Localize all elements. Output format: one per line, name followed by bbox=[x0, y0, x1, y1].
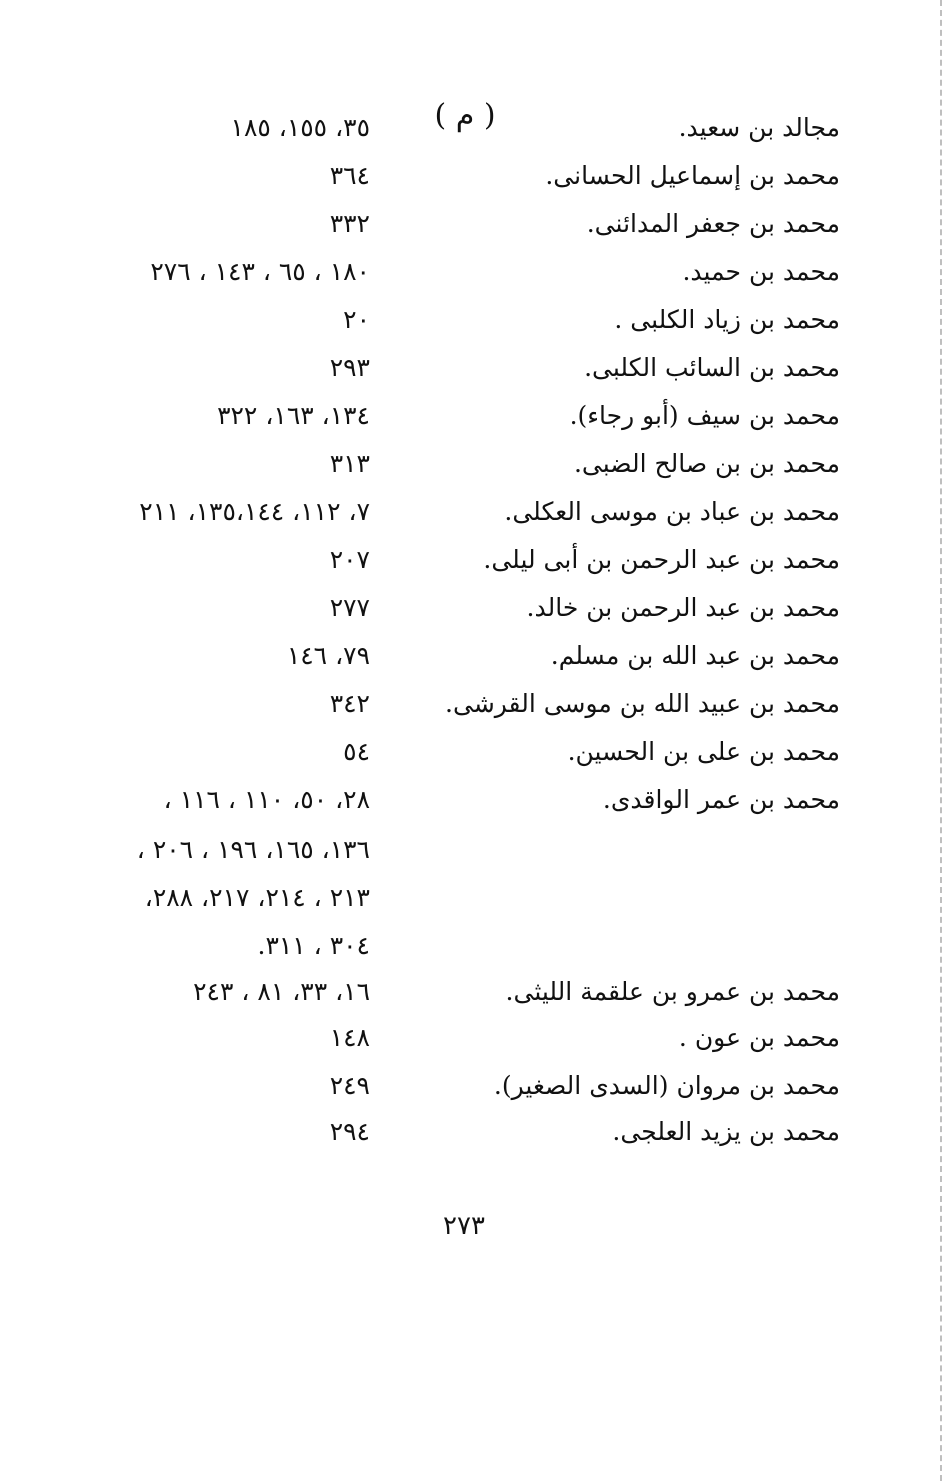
entry-page-refs: ١٣٦، ١٦٥، ١٩٦ ، ٢٠٦ ، bbox=[136, 835, 370, 864]
entry-page-refs: ٢٠ bbox=[343, 305, 370, 334]
entry-page-refs: ٢٨، ٥٠، ١١٠ ، ١١٦ ، bbox=[163, 785, 370, 814]
entry-page-refs: ٧٩، ١٤٦ bbox=[286, 641, 370, 670]
entry-name: محمد بن بن صالح الضبى. bbox=[573, 449, 840, 478]
entry-name: محمد بن عبيد الله بن موسى القرشى. bbox=[445, 689, 840, 718]
entry-page-refs: ٢٧٧ bbox=[329, 593, 370, 622]
entry-name: مجالد بن سعيد. bbox=[678, 113, 840, 142]
entry-page-refs: ٣١٣ bbox=[329, 449, 370, 478]
entry-page-refs: ٢١٣ ، ٢١٤، ٢١٧، ٢٨٨، bbox=[144, 883, 370, 912]
entry-name: محمد بن عمرو بن علقمة الليثى. bbox=[505, 977, 840, 1006]
entry-page-refs: ٥٤ bbox=[343, 737, 370, 766]
entry-page-refs: ٢٤٩ bbox=[329, 1071, 370, 1100]
entry-name: محمد بن يزيد العلجى. bbox=[612, 1117, 840, 1146]
section-letter-heading: ( م ) bbox=[434, 98, 496, 133]
entry-name: محمد بن سيف (أبو رجاء). bbox=[569, 401, 840, 430]
entry-name: محمد بن مروان (السدى الصغير). bbox=[493, 1071, 840, 1100]
entry-page-refs: ٧، ١١٢، ١٣٥،١٤٤، ٢١١ bbox=[139, 497, 370, 526]
entry-page-refs: ٢٩٤ bbox=[329, 1117, 370, 1146]
entry-page-refs: ٣٠٤ ، ٣١١. bbox=[257, 931, 370, 960]
entry-page-refs: ٣٤٢ bbox=[329, 689, 370, 718]
page-number: ٢٧٣ bbox=[443, 1211, 485, 1241]
entry-page-refs: ٣٦٤ bbox=[329, 161, 370, 190]
entry-name: محمد بن عمر الواقدى. bbox=[602, 785, 840, 814]
entry-page-refs: ٣٣٢ bbox=[329, 209, 370, 238]
entry-page-refs: ٢٠٧ bbox=[329, 545, 370, 574]
entry-name: محمد بن إسماعيل الحسانى. bbox=[545, 161, 840, 190]
entry-page-refs: ١٣٤، ١٦٣، ٣٢٢ bbox=[217, 401, 370, 430]
entry-name: محمد بن السائب الكلبى. bbox=[584, 353, 840, 382]
entry-name: محمد بن عون . bbox=[678, 1023, 840, 1052]
entry-name: محمد بن عبد الرحمن بن أبى ليلى. bbox=[483, 545, 840, 574]
scan-edge-border bbox=[940, 0, 942, 1481]
entry-name: محمد بن عباد بن موسى العكلى. bbox=[504, 497, 840, 526]
entry-page-refs: ٣٥، ١٥٥، ١٨٥ bbox=[230, 113, 370, 142]
entry-name: محمد بن على بن الحسين. bbox=[567, 737, 840, 766]
entry-name: محمد بن عبد الله بن مسلم. bbox=[550, 641, 840, 670]
entry-page-refs: ١٦، ٣٣، ٨١ ، ٢٤٣ bbox=[193, 977, 370, 1006]
entry-page-refs: ١٤٨ bbox=[329, 1023, 370, 1052]
entry-name: محمد بن زياد الكلبى . bbox=[614, 305, 840, 334]
entry-name: محمد بن عبد الرحمن بن خالد. bbox=[526, 593, 840, 622]
entry-name: محمد بن جعفر المدائنى. bbox=[586, 209, 840, 238]
entry-page-refs: ١٨٠ ، ٦٥ ، ١٤٣ ، ٢٧٦ bbox=[150, 257, 370, 286]
entry-name: محمد بن حميد. bbox=[682, 257, 840, 286]
entry-page-refs: ٢٩٣ bbox=[329, 353, 370, 382]
